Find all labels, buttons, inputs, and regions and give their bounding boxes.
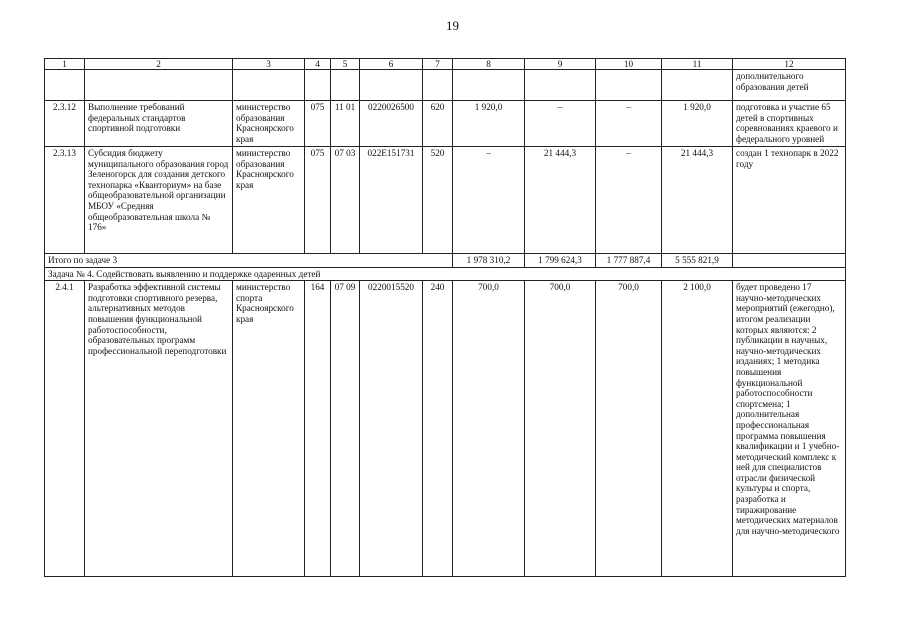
cell-target: 0220026500: [360, 101, 423, 147]
cell-code: 075: [305, 147, 331, 254]
cell-section: 07 09: [331, 281, 360, 577]
cell-result: создан 1 технопарк в 2022 году: [733, 147, 846, 254]
column-number: 12: [733, 59, 846, 70]
column-number: 4: [305, 59, 331, 70]
cell-type: 620: [423, 101, 453, 147]
cell-code: 164: [305, 281, 331, 577]
cell-number: 2.3.13: [45, 147, 85, 254]
section-row: [45, 267, 846, 281]
column-number: 3: [233, 59, 305, 70]
cell-number: 2.3.12: [45, 101, 85, 147]
table-row: [45, 147, 846, 254]
column-number: 1: [45, 59, 85, 70]
cell-amount: 700,0: [453, 281, 525, 577]
cell-target: 022E151731: [360, 147, 423, 254]
cell-result: подготовка и участие 65 детей в спортивных соревнованиях краевого и федерального уровней: [733, 101, 846, 147]
cell-amount: [453, 70, 525, 101]
cell-name: [85, 70, 233, 101]
cell-target: 0220015520: [360, 281, 423, 577]
total-amount: 1 978 310,2: [453, 254, 525, 268]
cell-result: дополнительного образования детей: [733, 70, 846, 101]
total-amount: 5 555 821,9: [662, 254, 733, 268]
cell-amount: –: [596, 101, 662, 147]
cell-amount: 700,0: [596, 281, 662, 577]
total-empty: [733, 254, 846, 268]
column-number: 8: [453, 59, 525, 70]
cell-agency: [233, 70, 305, 101]
cell-section: [331, 70, 360, 101]
column-number: 6: [360, 59, 423, 70]
total-amount: 1 799 624,3: [525, 254, 596, 268]
cell-type: [423, 70, 453, 101]
total-row: [45, 254, 846, 268]
cell-amount: –: [596, 147, 662, 254]
cell-agency: министерство спорта Красноярского края: [233, 281, 305, 577]
table-row: [45, 70, 846, 101]
cell-total: [662, 70, 733, 101]
cell-amount: 21 444,3: [525, 147, 596, 254]
cell-amount: [525, 70, 596, 101]
cell-amount: 1 920,0: [453, 101, 525, 147]
table-row: [45, 101, 846, 147]
cell-section: 11 01: [331, 101, 360, 147]
cell-code: 075: [305, 101, 331, 147]
table-row: [45, 281, 846, 577]
cell-name: Разработка эффективной системы подготовки спортивного резерва, альтернативных методов повышения функциональной работоспособности, образовательных программ профессиональной переподготовки: [85, 281, 233, 577]
cell-agency: министерство образования Красноярского края: [233, 147, 305, 254]
column-number: 11: [662, 59, 733, 70]
cell-name: Выполнение требований федеральных стандартов спортивной подготовки: [85, 101, 233, 147]
cell-amount: 700,0: [525, 281, 596, 577]
cell-name: Субсидия бюджету муниципального образования город Зеленогорск для создания детского технопарка «Кванториум» на базе общеобразовательной организации МБОУ «Средняя общеобразовательная школа № 176»: [85, 147, 233, 254]
column-number: 5: [331, 59, 360, 70]
budget-table: [44, 58, 846, 577]
cell-amount: [596, 70, 662, 101]
column-number: 9: [525, 59, 596, 70]
task-4-title: Задача № 4. Содействовать выявлению и поддержке одаренных детей: [45, 267, 846, 281]
cell-total: 1 920,0: [662, 101, 733, 147]
column-number: 2: [85, 59, 233, 70]
cell-amount: –: [453, 147, 525, 254]
column-number-row: [45, 59, 846, 70]
page-number: 19: [446, 18, 459, 33]
cell-agency: министерство образования Красноярского края: [233, 101, 305, 147]
column-number: 10: [596, 59, 662, 70]
total-amount: 1 777 887,4: [596, 254, 662, 268]
cell-number: 2.4.1: [45, 281, 85, 577]
cell-target: [360, 70, 423, 101]
cell-result: будет проведено 17 научно-методических мероприятий (ежегодно), итогом реализации которых являются: 2 публикации в научных, научно-методических изданиях; 1 методика повышения функциональной работоспособности спортсмена; 1 дополнительная профессиональная программа повышения квалификации и 1 учебно-методический комплекс к ней для специалистов отрасли физической культуры и спорта, разработка и тиражирование методических материалов для научно-методического: [733, 281, 846, 577]
cell-number: [45, 70, 85, 101]
cell-type: 240: [423, 281, 453, 577]
cell-type: 520: [423, 147, 453, 254]
cell-amount: –: [525, 101, 596, 147]
cell-section: 07 03: [331, 147, 360, 254]
total-label: Итого по задаче 3: [45, 254, 453, 268]
cell-total: 21 444,3: [662, 147, 733, 254]
column-number: 7: [423, 59, 453, 70]
cell-code: [305, 70, 331, 101]
cell-total: 2 100,0: [662, 281, 733, 577]
